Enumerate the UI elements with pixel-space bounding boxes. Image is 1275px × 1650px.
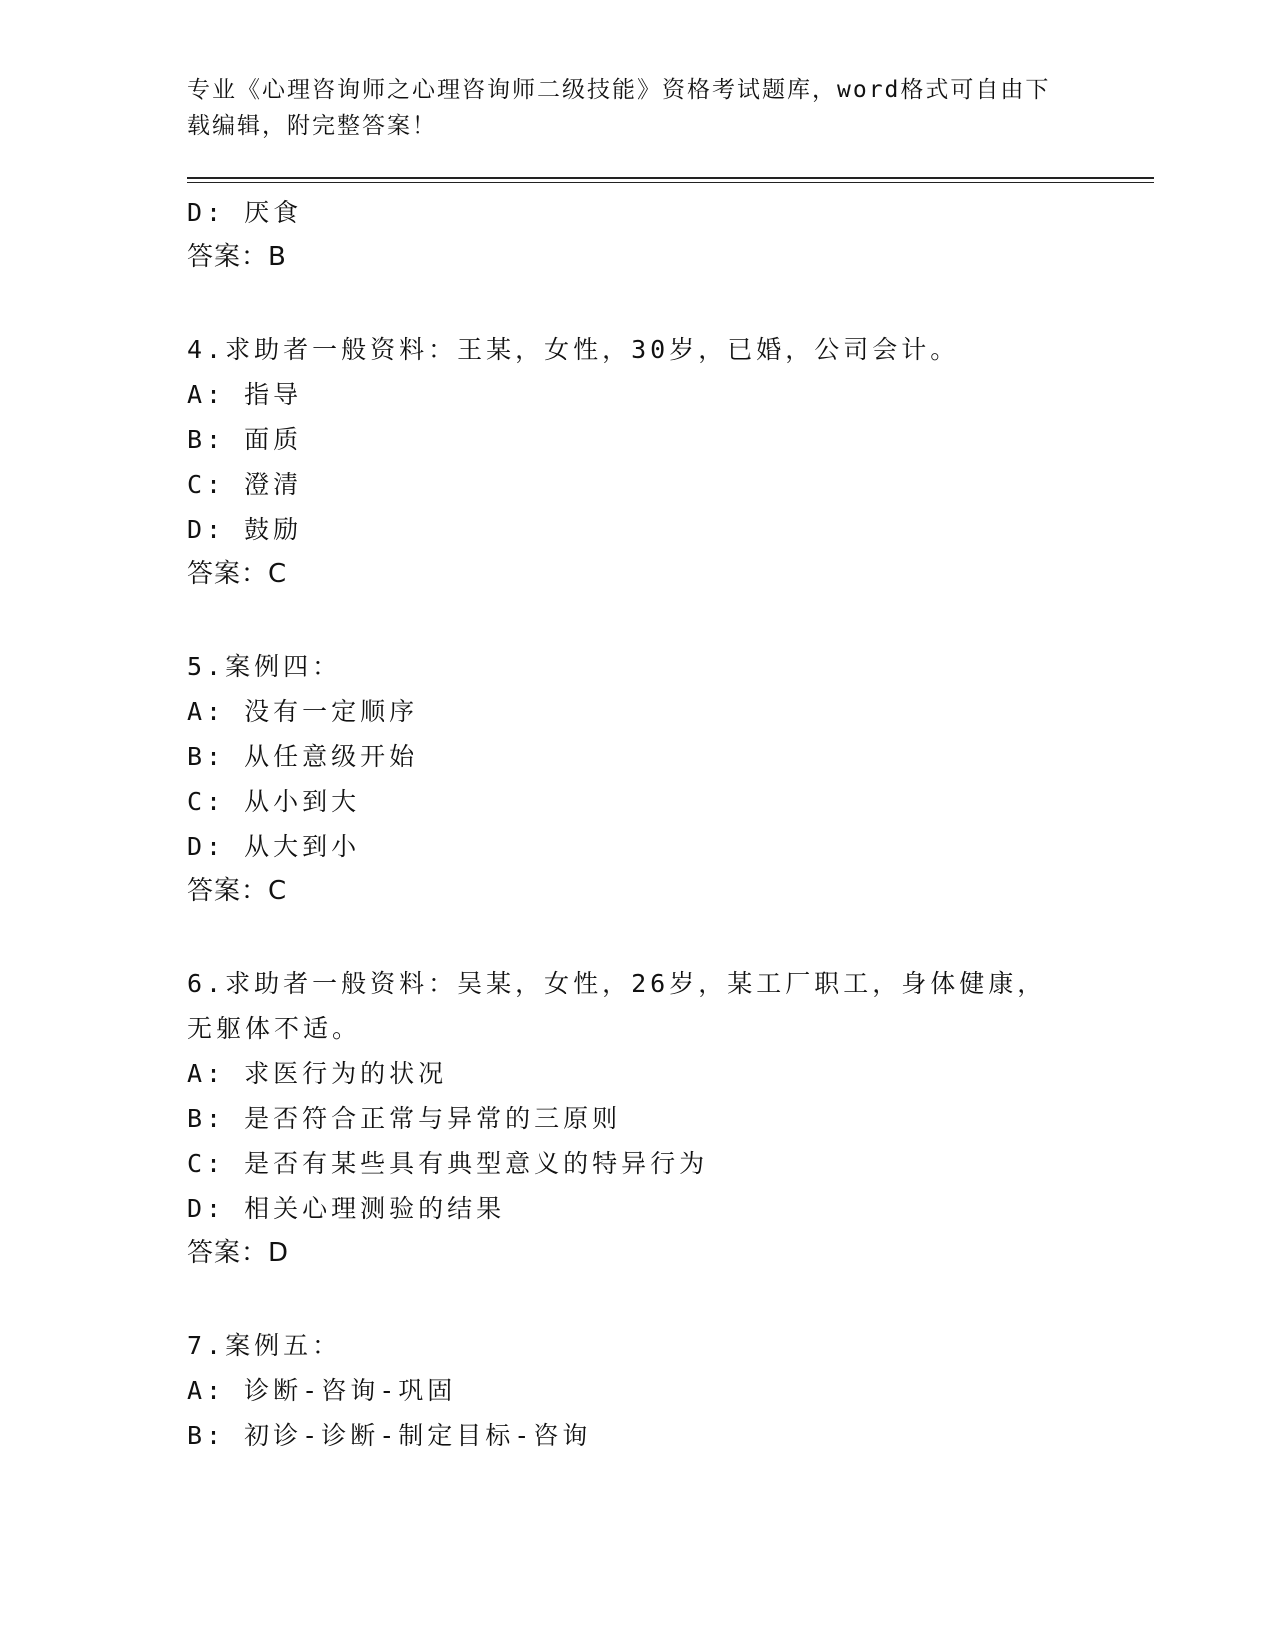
question-block	[187, 190, 1067, 280]
option-c: C: 从小到大	[187, 787, 361, 816]
option-a: A: 指导	[187, 380, 303, 409]
option-c: C: 澄清	[187, 470, 303, 499]
option-a: A: 诊断-咨询-巩固	[187, 1376, 457, 1405]
option-b: B: 从任意级开始	[187, 742, 419, 771]
answer-line: 答案：C	[187, 876, 288, 906]
option-d: D: 厌食	[187, 198, 303, 227]
option-c: C: 是否有某些具有典型意义的特异行为	[187, 1149, 709, 1178]
header-divider-thin	[187, 182, 1154, 183]
option-d: D: 从大到小	[187, 832, 361, 861]
question-title: 5.案例四：	[187, 652, 342, 681]
option-d: D: 相关心理测验的结果	[187, 1194, 506, 1223]
answer-line: 答案：D	[187, 1238, 290, 1268]
option-b: B: 是否符合正常与异常的三原则	[187, 1104, 622, 1133]
question-block	[187, 327, 1067, 597]
answer-line: 答案：C	[187, 559, 288, 589]
header-divider-thick	[187, 177, 1154, 179]
option-b: B: 面质	[187, 425, 303, 454]
option-b: B: 初诊-诊断-制定目标-咨询	[187, 1421, 592, 1450]
answer-line: 答案：B	[187, 242, 287, 272]
question-title: 6.求助者一般资料：吴某，女性，26岁，某工厂职工，身体健康，无躯体不适。	[187, 969, 1047, 1043]
option-d: D: 鼓励	[187, 515, 303, 544]
question-block	[187, 961, 1067, 1276]
question-title: 7.案例五：	[187, 1331, 342, 1360]
question-title: 4.求助者一般资料：王某，女性，30岁，已婚，公司会计。	[187, 335, 960, 364]
document-header: 专业《心理咨询师之心理咨询师二级技能》资格考试题库，word格式可自由下载编辑，附完整答案！	[187, 77, 1051, 139]
question-block	[187, 644, 1067, 914]
option-a: A: 求医行为的状况	[187, 1059, 448, 1088]
question-block	[187, 1323, 1067, 1458]
question-list	[187, 190, 1067, 1458]
option-a: A: 没有一定顺序	[187, 697, 419, 726]
